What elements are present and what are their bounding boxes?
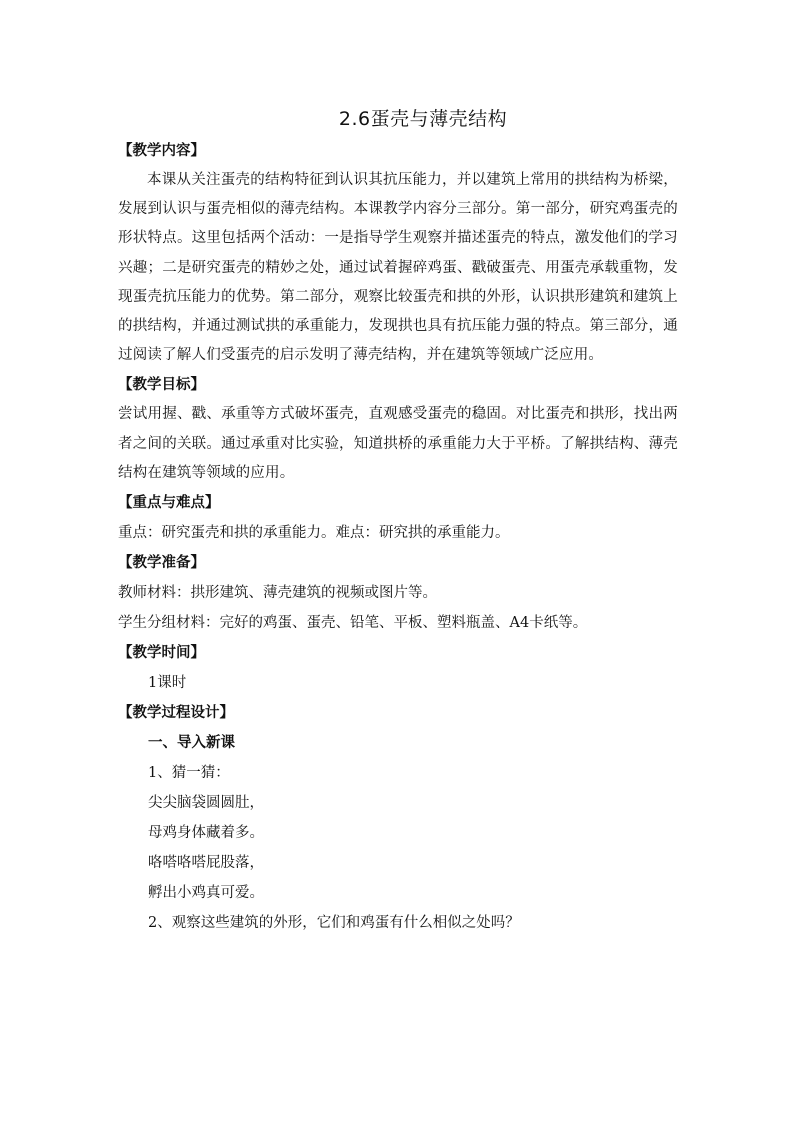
teaching-time-value: 1课时 [148, 675, 187, 692]
prep-teacher-materials: 教师材料：拱形建筑、薄壳建筑的视频或图片等。 [118, 585, 437, 602]
heading-teaching-time: 【教学时间】 [118, 645, 205, 662]
process-part-1: 一、导入新课 [148, 735, 235, 752]
heading-teaching-process: 【教学过程设计】 [118, 705, 234, 722]
heading-teaching-goals: 【教学目标】 [118, 377, 205, 394]
document-page [118, 104, 678, 938]
heading-teaching-content: 【教学内容】 [118, 143, 205, 159]
process-item-1: 1、猜一猜： [148, 765, 230, 782]
paragraph-teaching-goals: 尝试用握、戳、承重等方式破坏蛋壳，直观感受蛋壳的稳固。对比蛋壳和拱形，找出两者之间的关联。通过承重对比实验，知道拱桥的承重能力大于平桥。了解拱结构、薄壳结构在建筑等领域的应用。 [118, 406, 678, 481]
heading-preparation: 【教学准备】 [118, 555, 205, 572]
paragraph-key-points: 重点：研究蛋壳和拱的承重能力。难点：研究拱的承重能力。 [118, 525, 510, 542]
heading-key-points: 【重点与难点】 [118, 495, 220, 512]
riddle-line: 咯嗒咯嗒屁股落， [148, 855, 264, 872]
process-item-2: 2、观察这些建筑的外形，它们和鸡蛋有什么相似之处吗？ [148, 915, 520, 932]
riddle-line: 孵出小鸡真可爱。 [148, 885, 264, 902]
prep-student-materials: 学生分组材料：完好的鸡蛋、蛋壳、铅笔、平板、塑料瓶盖、A4卡纸等。 [118, 615, 588, 632]
riddle-line: 尖尖脑袋圆圆肚， [148, 795, 264, 812]
page-title: 2.6蛋壳与薄壳结构 [338, 108, 508, 130]
riddle-line: 母鸡身体藏着多。 [148, 825, 264, 842]
paragraph-teaching-content: 本课从关注蛋壳的结构特征到认识其抗压能力，并以建筑上常用的拱结构为桥梁，发展到认识与蛋壳相似的薄壳结构。本课教学内容分三部分。第一部分，研究鸡蛋壳的形状特点。这里包括两个活动：一是指导学生观察并描述蛋壳的特点，激发他们的学习兴趣；二是研究蛋壳的精妙之处，通过试着握碎鸡蛋、戳破蛋壳、用蛋壳承载重物，发现蛋壳抗压能力的优势。第二部分，观察比较蛋壳和拱的外形，认识拱形建筑和建筑上的拱结构，并通过测试拱的承重能力，发现拱也具有抗压能力强的特点。第三部分，通过阅读了解人们受蛋壳的启示发明了薄壳结构，并在建筑等领域广泛应用。 [118, 172, 678, 364]
